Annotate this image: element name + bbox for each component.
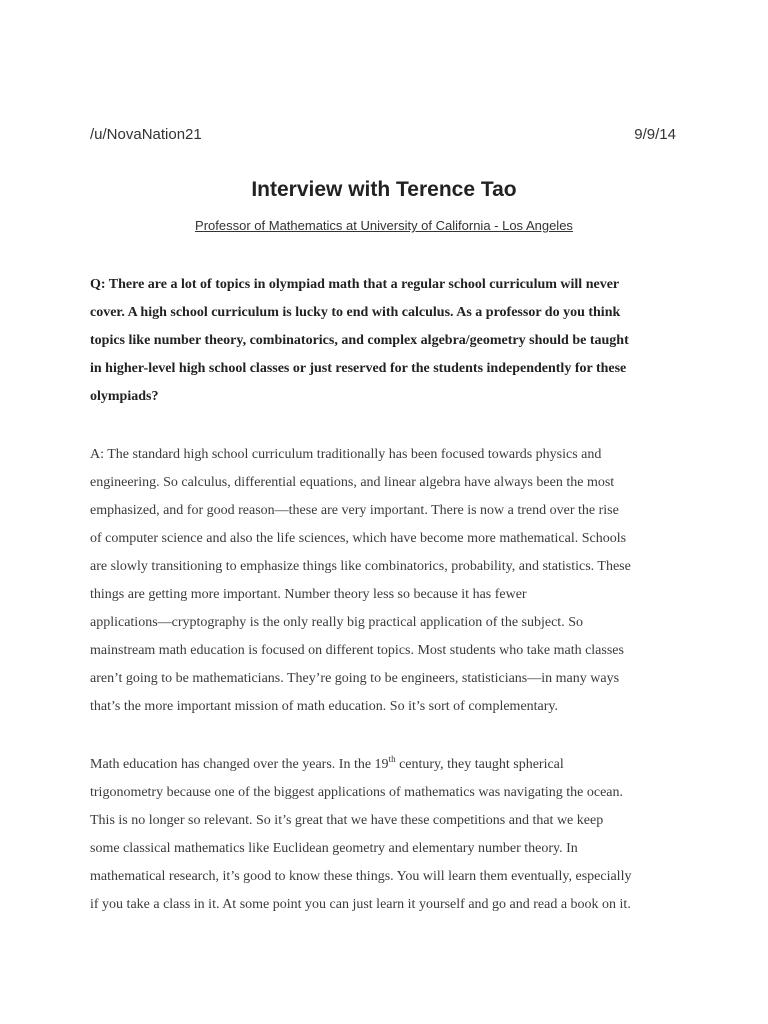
username-header: /u/NovaNation21 [90,126,202,143]
question-line: Q: There are a lot of topics in olympiad math that a regular school curriculum will never [90,277,620,292]
ordinal-superscript: th [388,754,396,764]
answer-line-text: century, they taught spherical [395,757,564,772]
answer-line: trigonometry because one of the biggest applications of mathematics was navigating the ocean. [90,785,623,800]
question-line: in higher-level high school classes or just reserved for the students independently for these [90,361,627,376]
date-header: 9/9/14 [634,126,676,143]
answer-line: some classical mathematics like Euclidean geometry and elementary number theory. In [90,841,578,856]
answer-line: A: The standard high school curriculum traditionally has been focused towards physics and [90,447,602,462]
question-line: olympiads? [90,389,159,404]
answer-line-text: Math education has changed over the years. In the 19 [90,757,389,772]
answer-line: things are getting more important. Number theory less so because it has fewer [90,587,527,602]
answer-line: of computer science and also the life sciences, which have become more mathematical. Schools [90,531,627,546]
answer-line: aren’t going to be mathematicians. They’re going to be engineers, statisticians—in many ways [90,671,620,686]
document-title: Interview with Terence Tao [251,178,517,201]
answer-line: that’s the more important mission of math education. So it’s sort of complementary. [90,699,559,714]
document-subtitle: Professor of Mathematics at University of California - Los Angeles [195,218,573,233]
question-line: topics like number theory, combinatorics, and complex algebra/geometry should be taught [90,333,629,348]
answer-line: mathematical research, it’s good to know these things. You will learn them eventually, especially [90,869,632,884]
answer-line [90,756,564,774]
answer-line: engineering. So calculus, differential equations, and linear algebra have always been the most [90,475,615,490]
answer-line: applications—cryptography is the only really big practical application of the subject. So [90,615,583,630]
answer-line: mainstream math education is focused on different topics. Most students who take math classes [90,643,624,658]
answer-line: This is no longer so relevant. So it’s great that we have these competitions and that we keep [90,813,604,828]
answer-line: if you take a class in it. At some point you can just learn it yourself and go and read a book on it. [90,897,631,912]
answer-line: emphasized, and for good reason—these are very important. There is now a trend over the rise [90,503,619,518]
question-line: cover. A high school curriculum is lucky to end with calculus. As a professor do you think [90,305,621,320]
answer-line: are slowly transitioning to emphasize things like combinatorics, probability, and statistics. These [90,559,631,574]
